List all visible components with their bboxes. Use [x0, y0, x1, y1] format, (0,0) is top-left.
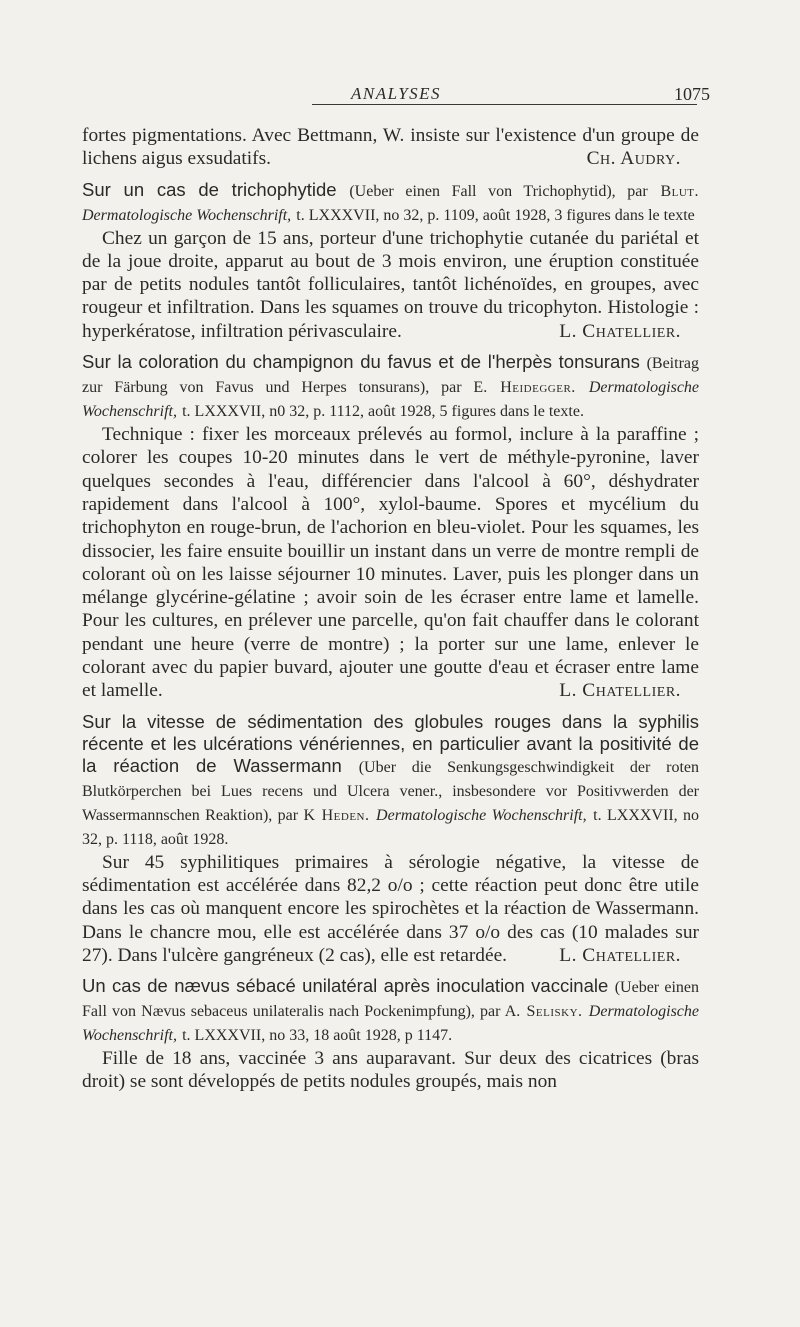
- article-3: [82, 711, 699, 967]
- article-2: [82, 351, 699, 703]
- intro-signature: Ch. Audry.: [586, 148, 681, 170]
- running-title: ANALYSES: [350, 84, 442, 103]
- page-content: [82, 124, 699, 1094]
- intro-line-2: groupe de lichens aigus exsudatifs.: [82, 125, 699, 170]
- article-2-signature: L. Chatellier.: [559, 680, 681, 702]
- spacer: [82, 967, 699, 975]
- article-3-signature: L. Chatellier.: [559, 944, 681, 966]
- article-1: [82, 179, 699, 343]
- article-1-ref-b: t. LXXXVII, no 32, p. 1109, août 1928, 3 figures dans le texte: [296, 206, 695, 224]
- article-3-title: Sur la vitesse de sédimentation des globules rouges dans la syphilis récente et les ulcérations vénériennes, en particulier avant la positivité de la réaction de Wassermann: [82, 710, 699, 776]
- article-3-heading: [82, 711, 699, 851]
- article-1-title: Sur un cas de trichophytide: [82, 178, 337, 200]
- page-header: [82, 84, 710, 114]
- article-4-title: Un cas de nævus sébacé unilatéral après inoculation vaccinale: [82, 975, 609, 997]
- article-1-signature: L. Chatellier.: [559, 320, 681, 342]
- article-2-ref-b: t. LXXXVII, n0 32, p. 1112, août 1928, 5 figures dans le texte.: [182, 403, 584, 421]
- spacer: [82, 703, 699, 711]
- article-4-journal: Dermatologische Wochenschrift,: [82, 1003, 699, 1045]
- article-4-ref-b: t. LXXXVII, no 33, 18 août 1928, p 1147.: [182, 1027, 453, 1045]
- article-4: [82, 975, 699, 1094]
- article-1-journal: Dermatologische Wochenschrift,: [82, 206, 292, 224]
- article-3-ref-a: (Uber die Senkungsgeschwindigkeit der roten Blutkörperchen bei Lues recens und Ulcera vener., insbesondere vor Positivwerden der Wassermannschen Reaktion), par K: [82, 758, 699, 824]
- article-1-heading: [82, 179, 699, 227]
- article-1-body: [82, 227, 699, 343]
- article-2-body: [82, 423, 699, 703]
- article-2-journal: Dermatologische Wochenschrift,: [82, 379, 700, 421]
- article-2-body-text: Technique : fixer les morceaux prélevés au formol, inclure à la paraffine ; colorer les coupes 10-20 minutes dans le vert de méthyle-pyronine, laver quelques secondes à l'eau, différencier dans l'alcool à 60°, déshydrater rapidement dans l'alcool à 100°, xylol-baume. Spores et mycélium du trichophyton en rouge-brun, de l'achorion en bleu-violet. Pour les squames, les dissocier, les faire ensuite bouillir un instant dans un verre de montre rempli de colorant où on les laisse séjourner 10 minutes. Laver, puis les plonger dans un mélange glycérine-gélatine ; avoir soin de les écraser entre lame et lamelle. Pour les cultures, en prélever une parcelle, qu'on fait chauffer dans le colorant pendant une heure (verre de montre) ; la porter sur une lame, enlever le colorant avec du papier buvard, ajouter une goutte d'eau et écraser entre lame et lamelle.: [82, 424, 699, 702]
- article-2-heading: [82, 351, 699, 423]
- article-4-body-text: Fille de 18 ans, vaccinée 3 ans auparavant. Sur deux des cicatrices (bras droit) se sont développés de petits nodules groupés, mais non: [82, 1048, 699, 1093]
- page-number: 1075: [674, 84, 710, 104]
- header-rule: [312, 104, 697, 105]
- article-4-heading: [82, 975, 699, 1047]
- article-1-author: Blut.: [660, 182, 700, 200]
- intro-paragraph: [82, 124, 699, 171]
- article-1-body-text: Chez un garçon de 15 ans, porteur d'une trichophytie cutanée du pariétal et de la joue droite, apparut au bout de 3 mois environ, une éruption constituée par de petits nodules tantôt folliculaires, tantôt lichénoïdes, en groupes, avec rougeur et infiltration. Dans les squames on trouve du tricophyton. Histologie : hyperkératose, infiltration périvasculaire.: [82, 227, 699, 342]
- article-2-author: Heidegger.: [500, 379, 576, 397]
- article-2-title: Sur la coloration du champignon du favus et de l'herpès tonsurans: [82, 351, 640, 373]
- article-4-ref-a: (Ueber einen Fall von Nævus sebaceus unilateralis nach Pockenimpfung), par A.: [82, 979, 700, 1021]
- article-3-body: [82, 851, 699, 967]
- article-4-author: Selisky.: [526, 1003, 583, 1021]
- intro-line-1: fortes pigmentations. Avec Bettmann, W. insiste sur l'existence d'un: [82, 125, 615, 146]
- article-3-body-text: Sur 45 syphilitiques primaires à sérologie négative, la vitesse de sédimentation est accélérée dans 82,2 o/o ; cette réaction peut donc être utile dans les cas où manquent encore les spirochètes et la réaction de Wassermann. Dans le chancre mou, elle est accélérée dans 37 o/o des cas (10 malades sur 27). Dans l'ulcère gangréneux (2 cas), elle est retardée.: [82, 851, 699, 966]
- article-3-ref-b: t. LXXXVII, no 32, p. 1118, août 1928.: [82, 806, 700, 848]
- article-4-body: [82, 1047, 699, 1094]
- article-1-ref-a: (Ueber einen Fall von Trichophytid), par: [349, 182, 648, 200]
- article-3-journal: Dermatologische Wochenschrift,: [376, 806, 587, 824]
- article-2-ref-a: (Beitrag zur Färbung von Favus und Herpes tonsurans), par E.: [82, 355, 699, 397]
- article-3-author: Heden.: [321, 806, 370, 824]
- spacer: [82, 171, 699, 179]
- spacer: [82, 343, 699, 351]
